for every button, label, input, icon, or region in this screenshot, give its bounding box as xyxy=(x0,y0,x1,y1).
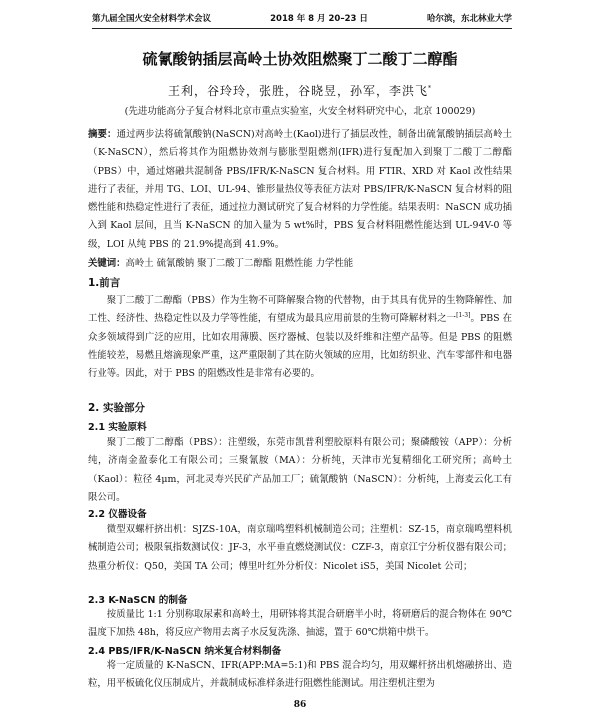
affiliation: (先进功能高分子复合材料北京市重点实验室，火安全材料研究中心，北京 100029) xyxy=(124,106,476,117)
page-number: 86 xyxy=(293,700,307,710)
abstract xyxy=(88,126,512,254)
header-rule xyxy=(92,28,512,29)
keywords-text: 高岭土 硫氰酸钠 聚丁二酸丁二醇酯 阻燃性能 力学性能 xyxy=(125,258,354,269)
section-2-3-heading: 2.3 K-NaSCN 的制备 xyxy=(88,595,188,606)
keywords-label: 关键词： xyxy=(88,258,126,269)
corresponding-author-mark: * xyxy=(428,85,432,92)
running-header xyxy=(92,10,512,26)
abstract-text: 通过两步法将硫氰酸钠(NaSCN)对高岭土(Kaol)进行了插层改性，制备出硫氰酸钠插层高岭土（K-NaSCN），然后将其作为阻燃协效剂与膨胀型阻燃剂(IFR)进行复配加入到聚丁二酸丁二醇酯（PBS）中，通过熔融共混制备 PBS/IFR/K-NaSCN 复合材料。用 FTIR、XRD 对 Kaol 改性结果进行了表征，并用 TG、LOI、UL-94、锥形量热仪等表征方法对 PBS/IFR/K-NaSCN 复合材料的阻燃性能和热稳定性进行了表征，通过拉力测试研究了复合材料的力学性能。结果表明：NaSCN 成功插入到 Kaol 层间，且当 K-NaSCN 的加入量为 5 wt%时，PBS 复合材料阻燃性能达到 UL-94V-0 等级，LOI 从纯 PBS 的 21.9%提高到 41.9%。 xyxy=(88,129,512,250)
citation: [1-3] xyxy=(456,312,471,320)
header-location: 哈尔滨，东北林业大学 xyxy=(426,14,512,24)
section-2-3-text: 按质量比 1:1 分别称取尿素和高岭土，用研钵将其混合研磨半小时，将研磨后的混合物体在 90℃温度下加热 48h，将反应产物用去离子水反复洗涤、抽滤，置于 60℃烘箱中烘干。 xyxy=(88,609,512,639)
section-2-heading: 2. 实验部分 xyxy=(88,402,145,414)
section-2-2-heading: 2.2 仪器设备 xyxy=(88,509,147,520)
section-2-4-text: 将一定质量的 K-NaSCN、IFR(APP:MA=5:1)和 PBS 混合均匀，用双螺杆挤出机熔融挤出、造粒，用平板硫化仪压制成片，并裁制成标准样条进行阻燃性能测试。用注塑机注塑为 xyxy=(88,660,512,690)
section-2-4-heading: 2.4 PBS/IFR/K-NaSCN 纳米复合材料制备 xyxy=(88,646,282,657)
section-2-1-text: 聚丁二酸丁二醇酯（PBS）：注塑级，东莞市凯普利塑胶原料有限公司；聚磷酸铵（APP）：分析纯，济南金盈泰化工有限公司；三聚氰胺（MA）：分析纯，天津市光复精细化工研究所；高岭土（Kaol）：粒径 4μm，河北灵寿兴民矿产品加工厂；硫氰酸钠（NaSCN）：分析纯，上海麦云化工有限公司。 xyxy=(88,437,512,503)
abstract-label: 摘要： xyxy=(88,129,117,140)
paper-title: 硫氰酸钠插层高岭土协效阻燃聚丁二酸丁二醇酯 xyxy=(142,50,458,68)
keywords xyxy=(88,255,512,273)
section-1-text-b: 。PBS 在众多领域得到广泛的应用，比如农用薄膜、医疗器械、包装以及纤维和注塑产品等。但是 PBS 的阻燃性能较差，易燃且熔滴现象严重，这严重限制了其在防火领域的应用，比如纺织业、汽车零部件和电器行业等。因此，对于 PBS 的阻燃改性是非常有必要的。 xyxy=(88,313,512,380)
author-list xyxy=(40,82,560,99)
author-names: 王利，谷玲玲，张胜，谷晓昱，孙军，李洪飞 xyxy=(167,84,428,98)
section-1-text xyxy=(88,292,512,383)
header-date: 2018 年 8 月 20–23 日 xyxy=(270,14,368,24)
section-2-1-heading: 2.1 实验原料 xyxy=(88,422,147,433)
section-1-text-a: 聚丁二酸丁二醇酯（PBS）作为生物不可降解聚合物的代替物，由于其具有优异的生物降解性、加工性、经济性、热稳定性以及力学等性能，有望成为最具应用前景的生物可降解材料之一 xyxy=(88,295,512,325)
section-1-heading: 1.前言 xyxy=(88,277,121,289)
section-2-2-text: 微型双螺杆挤出机：SJZS-10A，南京瑞鸣塑料机械制造公司；注塑机：SZ-15，南京瑞鸣塑料机械制造公司；极限氧指数测试仪：JF-3，水平垂直燃烧测试仪：CZF-3，南京江宁分析仪器有限公司；热重分析仪：Q50，美国 TA 公司；傅里叶红外分析仪：Nicolet iS5，美国 Nicolet 公司； xyxy=(88,524,512,572)
header-conference: 第九届全国火安全材料学术会议 xyxy=(92,14,212,24)
